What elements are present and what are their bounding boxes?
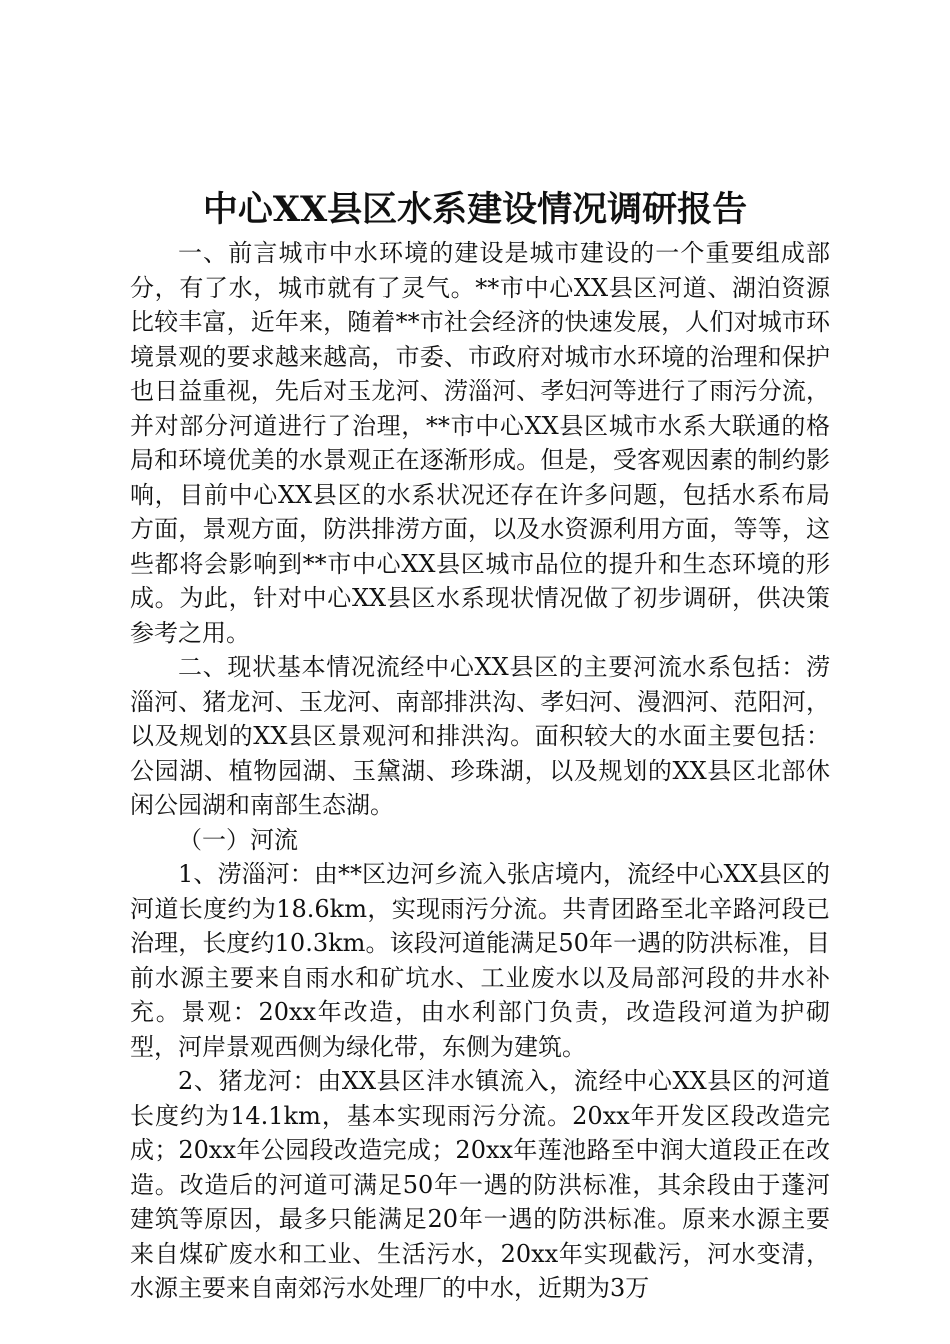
paragraph-current-status: 二、现状基本情况流经中心XX县区的主要河流水系包括：涝淄河、猪龙河、玉龙河、南部排洪沟、孝妇河、漫泗河、范阳河，以及规划的XX县区景观河和排洪沟。面积较大的水面主要包括：公园湖、植物园湖、玉黛湖、珍珠湖，以及规划的XX县区北部休闲公园湖和南部生态湖。 <box>130 653 830 819</box>
paragraph-laozi-river: 1、涝淄河：由**区边河乡流入张店境内，流经中心XX县区的河道长度约为18.6km，实现雨污分流。共青团路至北辛路河段已治理，长度约10.3km。该段河道能满足50年一遇的防洪标准，目前水源主要来自雨水和矿坑水、工业废水以及局部河段的井水补充。景观：20xx年改造，由水利部门负责，改造段河道为护砌型，河岸景观西侧为绿化带，东侧为建筑。 <box>130 860 830 1061</box>
subheading-rivers: （一）河流 <box>178 825 298 854</box>
document-title: 中心XX县区水系建设情况调研报告 <box>202 189 748 230</box>
document-body <box>130 236 830 1306</box>
paragraph-zhulong-river: 2、猪龙河：由XX县区沣水镇流入，流经中心XX县区的河道长度约为14.1km，基本实现雨污分流。20xx年开发区段改造完成；20xx年公园段改造完成；20xx年莲池路至中润大道段正在改造。改造后的河道可满足50年一遇的防洪标准，其余段由于蓬河建筑等原因，最多只能满足20年一遇的防洪标准。原来水源主要来自煤矿废水和工业、生活污水，20xx年实现截污，河水变清，水源主要来自南郊污水处理厂的中水，近期为3万 <box>130 1067 830 1302</box>
paragraph-preface: 一、前言城市中水环境的建设是城市建设的一个重要组成部分，有了水，城市就有了灵气。**市中心XX县区河道、湖泊资源比较丰富，近年来，随着**市社会经济的快速发展，人们对城市环境景观的要求越来越高，市委、市政府对城市水环境的治理和保护也日益重视，先后对玉龙河、涝淄河、孝妇河等进行了雨污分流，并对部分河道进行了治理，**市中心XX县区城市水系大联通的格局和环境优美的水景观正在逐渐形成。但是，受客观因素的制约影响，目前中心XX县区的水系状况还存在许多问题，包括水系布局方面，景观方面，防洪排涝方面，以及水资源利用方面，等等，这些都将会影响到**市中心XX县区城市品位的提升和生态环境的形成。为此，针对中心XX县区水系现状情况做了初步调研，供决策参考之用。 <box>130 239 830 647</box>
